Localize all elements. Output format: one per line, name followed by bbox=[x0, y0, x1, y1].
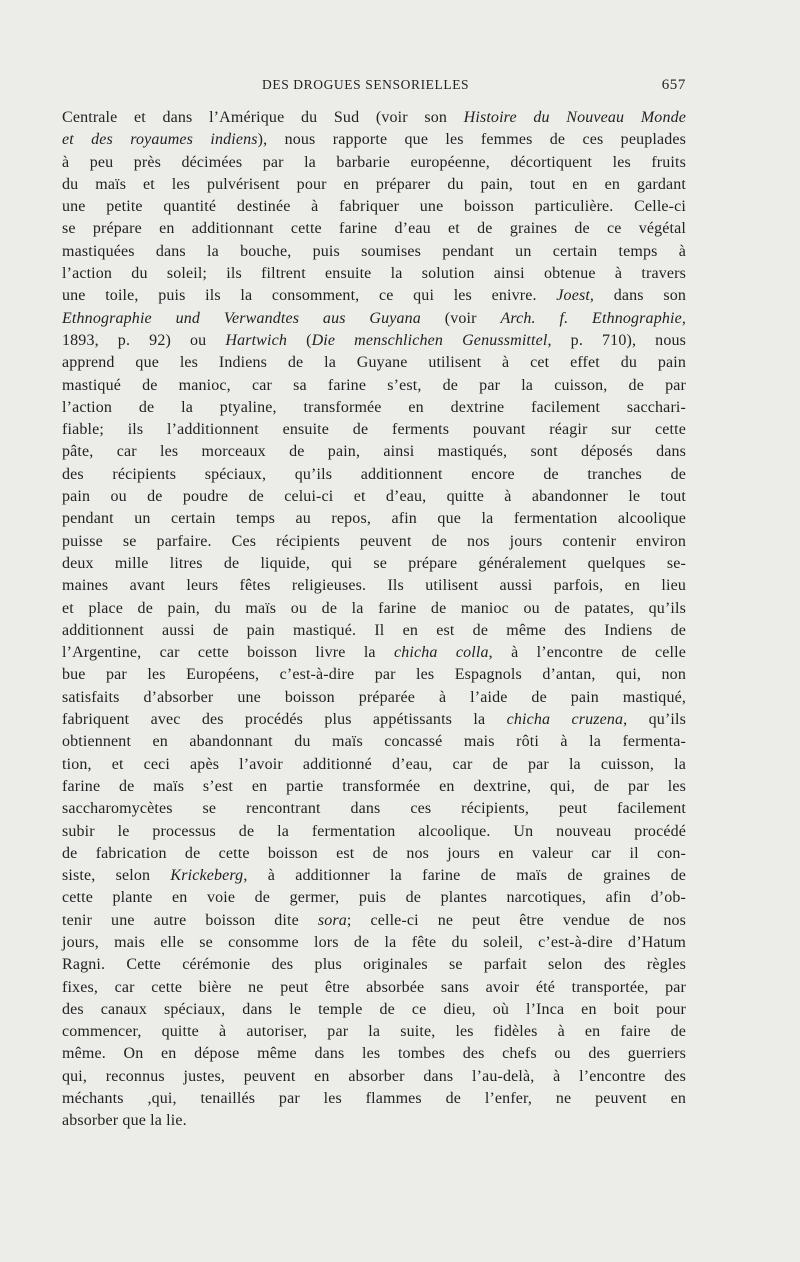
text-segment: Ragni. Cette cérémonie des plus originales se parfait selon des règles bbox=[62, 956, 686, 974]
text-line bbox=[62, 954, 686, 976]
text-segment: , dans son bbox=[589, 287, 687, 305]
text-segment: 1893, p. 92) ou bbox=[62, 331, 226, 349]
text-line bbox=[62, 553, 686, 575]
page-header bbox=[62, 77, 686, 99]
text-segment: mastiquées dans la bouche, puis soumises pendant un certain temps à bbox=[62, 242, 686, 260]
text-segment: pendant un certain temps au repos, afin que la fermentation alcoolique bbox=[62, 510, 686, 528]
text-segment: l’Argentine, car cette boisson livre la bbox=[62, 644, 394, 662]
text-segment: , bbox=[681, 309, 686, 327]
text-segment: à peu près décimées par la barbarie européenne, décortiquent les fruits bbox=[62, 153, 686, 171]
text-segment: qui, reconnus justes, peuvent en absorber dans l’au-delà, à l’encontre des bbox=[62, 1067, 686, 1085]
text-line bbox=[62, 1088, 686, 1110]
text-segment: farine de maïs s’est en partie transformée en dextrine, qui, de par les bbox=[62, 777, 686, 795]
text-segment: (voir bbox=[420, 309, 501, 327]
text-segment: fabriquent avec des procédés plus appétissants la bbox=[62, 711, 507, 729]
text-line bbox=[62, 687, 686, 709]
text-segment: tion, et ceci apès l’avoir additionné d’eau, car de par la cuisson, la bbox=[62, 755, 686, 773]
page-number: 657 bbox=[661, 77, 686, 93]
text-segment: ( bbox=[287, 331, 312, 349]
text-segment: méchants ,qui, tenaillés par les flammes de l’enfer, ne peuvent en bbox=[62, 1090, 686, 1108]
text-segment: du maïs et les pulvérisent pour en préparer du pain, tout en en gardant bbox=[62, 175, 686, 193]
text-line bbox=[62, 531, 686, 553]
text-line bbox=[62, 821, 686, 843]
text-line bbox=[62, 397, 686, 419]
text-segment: , qu’ils bbox=[623, 711, 687, 729]
text-line bbox=[62, 999, 686, 1021]
text-segment: et place de pain, du maïs ou de la farine de manioc ou de patates, qu’ils bbox=[62, 599, 686, 617]
text-segment: siste, selon bbox=[62, 867, 171, 885]
italic-text: et des royaumes indiens bbox=[62, 131, 258, 149]
text-line bbox=[62, 308, 686, 330]
text-segment: pâte, car les morceaux de pain, ainsi mastiqués, sont déposés dans bbox=[62, 443, 686, 461]
text-line bbox=[62, 642, 686, 664]
italic-text: Krickeberg bbox=[170, 867, 244, 885]
body-paragraph bbox=[62, 107, 686, 1133]
text-segment: pain ou de poudre de celui-ci et d’eau, quitte à abandonner le tout bbox=[62, 488, 686, 506]
text-segment: deux mille litres de liquide, qui se prépare généralement quelques se- bbox=[62, 554, 686, 572]
text-segment: mastiqué de manioc, car sa farine s’est, de par la cuisson, de par bbox=[62, 376, 686, 394]
text-segment: maines avant leurs fêtes religieuses. Ils utilisent aussi parfois, en lieu bbox=[62, 577, 686, 595]
text-line bbox=[62, 865, 686, 887]
italic-text: Arch. f. Ethnographie bbox=[500, 309, 682, 327]
text-line bbox=[62, 330, 686, 352]
text-segment: ; celle-ci ne peut être vendue de nos bbox=[346, 911, 686, 929]
text-line bbox=[62, 620, 686, 642]
text-segment: des récipients spéciaux, qu’ils additionnent encore de tranches de bbox=[62, 465, 686, 483]
text-line bbox=[62, 464, 686, 486]
italic-text: Ethnographie und Verwandtes aus Guyana bbox=[62, 309, 421, 327]
text-segment: fiable; ils l’additionnent ensuite de ferments pouvant réagir sur cette bbox=[62, 421, 686, 439]
text-line bbox=[62, 1110, 686, 1132]
text-segment: absorber que la lie. bbox=[62, 1112, 187, 1130]
text-segment: apprend que les Indiens de la Guyane utilisent à cet effet du pain bbox=[62, 354, 686, 372]
text-line bbox=[62, 1043, 686, 1065]
text-segment: , p. 710), nous bbox=[547, 331, 686, 349]
text-segment: jours, mais elle se consomme lors de la fête du soleil, c’est-à-dire d’Hatum bbox=[62, 933, 686, 951]
text-segment: tenir une autre boisson dite bbox=[62, 911, 318, 929]
running-head: DES DROGUES SENSORIELLES bbox=[262, 77, 470, 92]
text-segment: , à l’encontre de celle bbox=[488, 644, 686, 662]
text-line bbox=[62, 419, 686, 441]
text-segment: puisse se parfaire. Ces récipients peuvent de nos jours contenir environ bbox=[62, 532, 686, 550]
text-segment: bue par les Européens, c’est-à-dire par les Espagnols d’antan, qui, non bbox=[62, 666, 686, 684]
text-line bbox=[62, 575, 686, 597]
italic-text: Die menschlichen Genussmittel bbox=[311, 331, 548, 349]
text-line bbox=[62, 731, 686, 753]
text-line bbox=[62, 508, 686, 530]
text-line bbox=[62, 664, 686, 686]
text-segment: saccharomycètes se rencontrant dans ces récipients, peut facilement bbox=[62, 800, 686, 818]
italic-text: Joest bbox=[556, 287, 590, 305]
text-segment: Centrale et dans l’Amérique du Sud (voir son bbox=[62, 109, 464, 126]
text-line bbox=[62, 776, 686, 798]
text-line bbox=[62, 843, 686, 865]
text-line bbox=[62, 107, 686, 129]
text-segment: additionnent aussi de pain mastiqué. Il en est de même des Indiens de bbox=[62, 621, 686, 639]
text-line bbox=[62, 263, 686, 285]
text-line bbox=[62, 241, 686, 263]
text-line bbox=[62, 1066, 686, 1088]
text-segment: satisfaits d’absorber une boisson préparée à l’aide de pain mastiqué, bbox=[62, 688, 686, 706]
text-line bbox=[62, 486, 686, 508]
text-line bbox=[62, 798, 686, 820]
text-segment: de fabrication de cette boisson est de nos jours en valeur car il con- bbox=[62, 844, 686, 862]
text-segment: des canaux spéciaux, dans le temple de ce dieu, où l’Inca en boit pour bbox=[62, 1000, 686, 1018]
text-segment: commencer, quitte à autoriser, par la suite, les fidèles à en faire de bbox=[62, 1023, 686, 1041]
text-segment: , à additionner la farine de maïs de graines de bbox=[243, 867, 686, 885]
text-segment: une toile, puis ils la consomment, ce qui les enivre. bbox=[62, 287, 557, 305]
text-line bbox=[62, 129, 686, 151]
italic-text: sora bbox=[317, 911, 347, 929]
text-segment: obtiennent en abandonnant du maïs concassé mais rôti à la fermenta- bbox=[62, 733, 686, 751]
text-line bbox=[62, 152, 686, 174]
text-line bbox=[62, 375, 686, 397]
text-line bbox=[62, 932, 686, 954]
text-line bbox=[62, 754, 686, 776]
text-segment: une petite quantité destinée à fabriquer une boisson particulière. Celle-ci bbox=[62, 198, 686, 216]
italic-text: Hartwich bbox=[225, 331, 288, 349]
text-segment: fixes, car cette bière ne peut être absorbée sans avoir été transportée, par bbox=[62, 978, 686, 996]
text-line bbox=[62, 352, 686, 374]
text-segment: cette plante en voie de germer, puis de plantes narcotiques, afin d’ob- bbox=[62, 889, 686, 907]
text-segment: même. On en dépose même dans les tombes des chefs ou des guerriers bbox=[62, 1045, 686, 1063]
text-line bbox=[62, 196, 686, 218]
text-segment: l’action de la ptyaline, transformée en dextrine facilement sacchari- bbox=[62, 398, 686, 416]
text-line bbox=[62, 285, 686, 307]
text-segment: subir le processus de la fermentation alcoolique. Un nouveau procédé bbox=[62, 822, 686, 840]
text-segment: se prépare en additionnant cette farine d’eau et de graines de ce végétal bbox=[62, 220, 686, 238]
text-line bbox=[62, 977, 686, 999]
text-line bbox=[62, 174, 686, 196]
italic-text: chicha cruzena bbox=[506, 711, 624, 729]
text-segment: l’action du soleil; ils filtrent ensuite la solution ainsi obtenue à travers bbox=[62, 265, 686, 283]
text-segment: ), nous rapporte que les femmes de ces peuplades bbox=[257, 131, 686, 149]
italic-text: Histoire du Nouveau Monde bbox=[463, 109, 687, 126]
text-line bbox=[62, 910, 686, 932]
text-line bbox=[62, 598, 686, 620]
text-line bbox=[62, 709, 686, 731]
text-line bbox=[62, 1021, 686, 1043]
text-line bbox=[62, 441, 686, 463]
italic-text: chicha colla bbox=[393, 644, 489, 662]
text-line bbox=[62, 887, 686, 909]
text-line bbox=[62, 218, 686, 240]
